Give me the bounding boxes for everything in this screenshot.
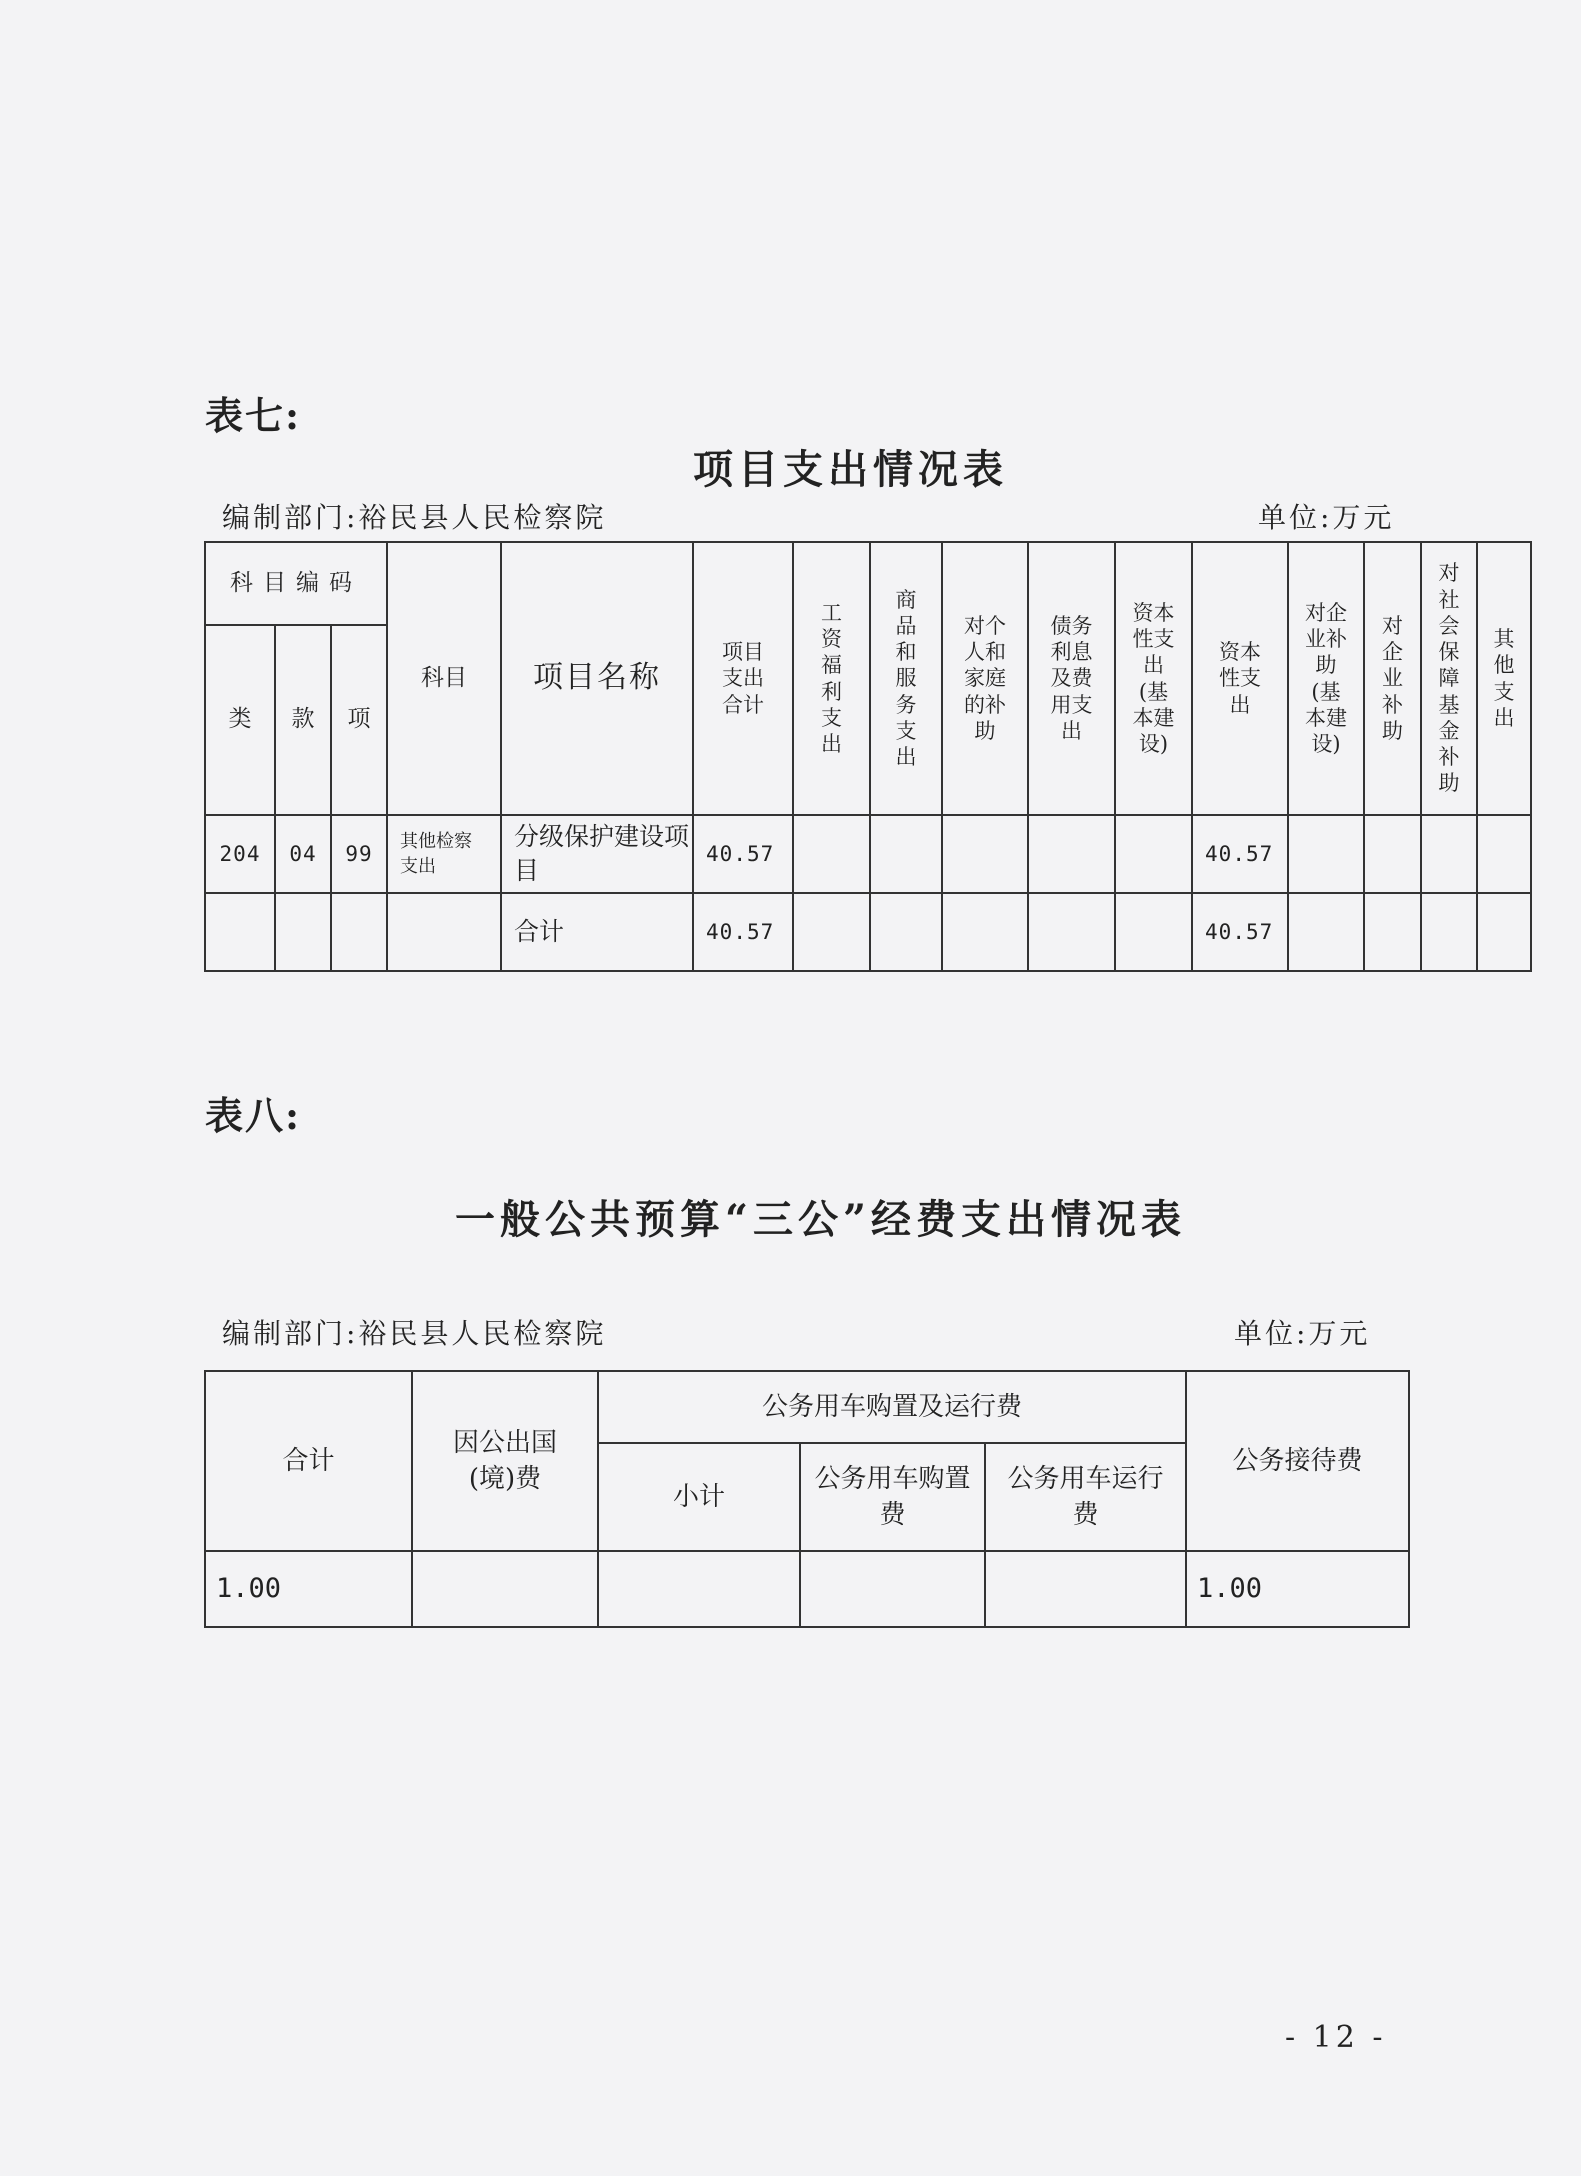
lei-cell [205,893,275,971]
three-public-expenses-table [204,1370,1410,1628]
abroad-header-text: 因公出国(境)费 [452,1427,557,1494]
purchase-header-text: 公务用车购置费 [814,1463,971,1530]
wages-cell [793,815,870,893]
capital-construction-cell [1115,893,1192,971]
reception-cell: 1.00 [1186,1551,1409,1627]
project-name-header: 项目名称 [501,542,693,815]
enterprise-construction-cell [1288,815,1364,893]
section7-label: 表七: [205,393,302,438]
operation-header [985,1443,1186,1551]
total-header: 合计 [205,1371,412,1551]
purchase-cell [800,1551,985,1627]
xiang-cell [331,893,387,971]
goods-cell [870,815,942,893]
code-group-header: 科目编码 [205,542,387,625]
kuan-header: 款 [275,625,331,815]
social-cell [1421,815,1477,893]
goods-cell [870,893,942,971]
capital-cell: 40.57 [1192,893,1288,971]
capital-construction-header: 资本性支出(基本建设) [1132,600,1175,756]
other-cell [1477,893,1531,971]
subject-cell-text: 其他检察支出 [400,830,473,877]
capital-cell: 40.57 [1192,815,1288,893]
social-security-header: 对社会保障基金补助 [1438,561,1460,796]
table-row [205,1551,1409,1627]
kuan-cell [275,893,331,971]
page-number: - 12 - [1285,2020,1387,2055]
personal-cell [942,815,1028,893]
total-header: 项目支出合计 [722,640,765,717]
wages-cell [793,893,870,971]
total-label-cell: 合计 [501,893,693,971]
lei-header: 类 [205,625,275,815]
enterprise-subsidy-header: 对企业补助 [1382,613,1404,743]
subject-header: 科目 [387,542,501,815]
other-expenditure-header: 其他支出 [1493,627,1515,730]
operation-cell [985,1551,1186,1627]
project-name-cell: 分级保护建设项目 [501,815,693,893]
section7-dept: 编制部门:裕民县人民检察院 [222,501,607,534]
kuan-cell: 04 [275,815,331,893]
personal-cell [942,893,1028,971]
vehicle-group-header: 公务用车购置及运行费 [598,1371,1186,1443]
debt-cell [1028,815,1115,893]
abroad-cell [412,1551,598,1627]
subtotal-header: 小计 [598,1443,800,1551]
section7-title: 项目支出情况表 [693,446,1008,493]
lei-cell: 204 [205,815,275,893]
header-row-1 [205,1371,1409,1443]
total-cell: 40.57 [693,893,793,971]
purchase-header [800,1443,985,1551]
section8-label: 表八: [205,1093,302,1138]
table-row [205,893,1531,971]
social-cell [1421,893,1477,971]
section7-unit: 单位:万元 [1258,501,1395,534]
debt-cell [1028,893,1115,971]
enterprise-cell [1364,815,1421,893]
debt-interest-header: 债务利息及费用支出 [1050,613,1093,743]
section8-unit: 单位:万元 [1234,1317,1371,1350]
wages-header: 工资福利支出 [821,600,843,756]
header-row-1 [205,542,1531,625]
total-cell: 40.57 [693,815,793,893]
table-row [205,815,1531,893]
enterprise-cell [1364,893,1421,971]
operation-header-text: 公务用车运行费 [1007,1463,1164,1530]
capital-header: 资本性支出 [1219,640,1262,717]
section8-title: 一般公共预算“三公”经费支出情况表 [454,1196,1186,1243]
project-expenditure-table [204,541,1532,972]
capital-construction-cell [1115,815,1192,893]
abroad-header [412,1371,598,1551]
subtotal-cell [598,1551,800,1627]
other-cell [1477,815,1531,893]
xiang-cell: 99 [331,815,387,893]
xiang-header: 项 [331,625,387,815]
enterprise-construction-cell [1288,893,1364,971]
total-cell: 1.00 [205,1551,412,1627]
enterprise-construction-header: 对企业补助(基本建设) [1305,600,1348,756]
section8-dept: 编制部门:裕民县人民检察院 [222,1317,607,1350]
goods-services-header: 商品和服务支出 [895,587,917,770]
subject-cell [387,815,501,893]
reception-header: 公务接待费 [1186,1371,1409,1551]
personal-subsidy-header: 对个人和家庭的补助 [964,613,1007,743]
subject-cell [387,893,501,971]
